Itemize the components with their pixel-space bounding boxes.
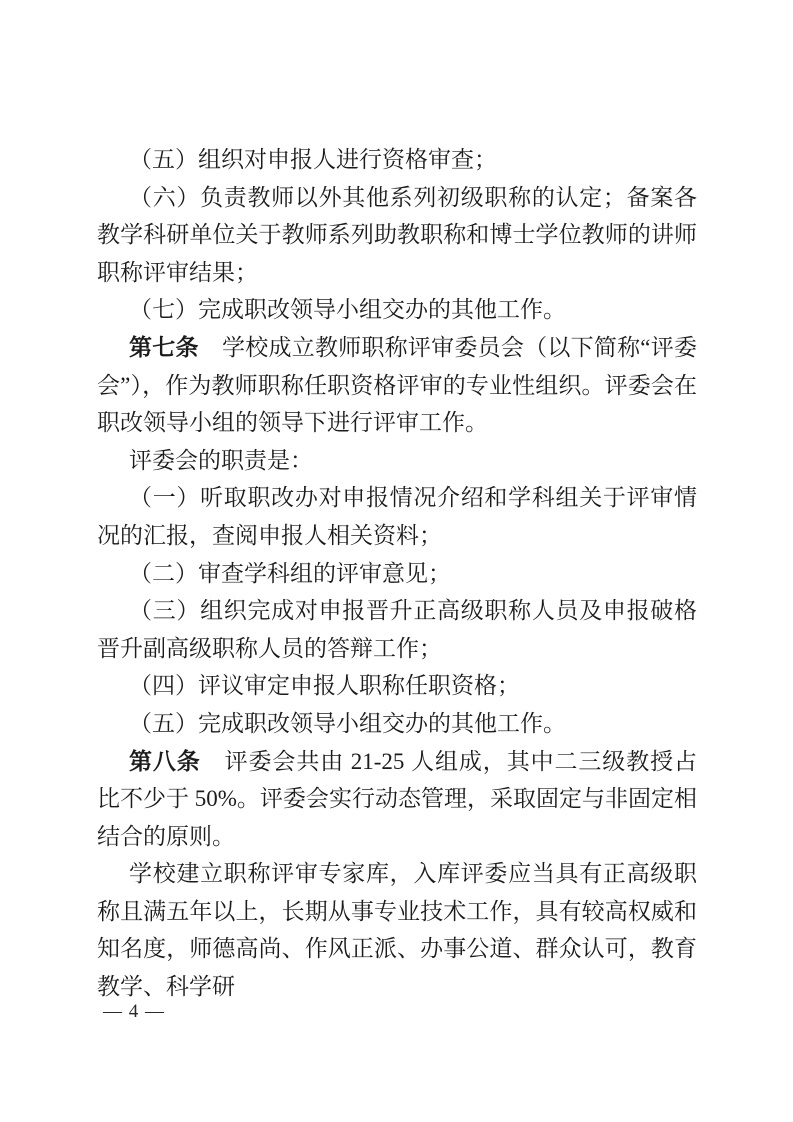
text-run: 学校成立教师职称评审委员会（以下简称“评委会”），作为教师职称任职资格评审的专业性组织。评委会在职改领导小组的领导下进行评审工作。 <box>97 334 698 436</box>
text-run: 评委会共由 21-25 人组成，其中二三级教授占比不少于 50%。评委会实行动态管理，采取固定与非固定相结合的原则。 <box>97 748 698 849</box>
paragraph <box>97 141 697 179</box>
paragraph <box>97 743 697 856</box>
text-run: 评委会的职责是： <box>129 447 313 473</box>
paragraph <box>97 179 697 292</box>
document-body <box>97 141 697 1006</box>
text-run: （四）评议审定申报人职称任职资格； <box>129 673 520 699</box>
article-number: 第八条 <box>129 747 201 774</box>
paragraph <box>97 855 697 1005</box>
text-run: （五）完成职改领导小组交办的其他工作。 <box>129 710 566 736</box>
text-run: 学校建立职称评审专家库，入库评委应当具有正高级职称且满五年以上，长期从事专业技术工作，具有较高权威和知名度，师德高尚、作风正派、办事公道、群众认可，教育教学、科学研 <box>97 861 697 1000</box>
text-run: （一）听取职改办对申报情况介绍和学科组关于评审情况的汇报，查阅申报人相关资料； <box>97 485 697 548</box>
paragraph <box>97 592 697 667</box>
page-footer <box>103 1000 165 1024</box>
text-run: （五）组织对申报人进行资格审查； <box>129 147 497 172</box>
paragraph <box>97 442 697 480</box>
paragraph <box>97 479 697 554</box>
text-run: （六）负责教师以外其他系列初级职称的认定；备案各教学科研单位关于教师系列助教职称和博士学位教师的讲师职称评审结果； <box>97 184 697 285</box>
text-run: （七）完成职改领导小组交办的其他工作。 <box>129 297 566 323</box>
page-number: — 4 — <box>103 1001 165 1022</box>
paragraph <box>97 291 697 329</box>
paragraph <box>97 705 697 743</box>
text-run: （三）组织完成对申报晋升正高级职称人员及申报破格晋升副高级职称人员的答辩工作； <box>97 598 697 661</box>
article-number: 第七条 <box>129 333 199 360</box>
paragraph <box>97 329 697 442</box>
text-run: （二）审查学科组的评审意见； <box>129 560 451 586</box>
paragraph <box>97 555 697 593</box>
paragraph <box>97 667 697 705</box>
